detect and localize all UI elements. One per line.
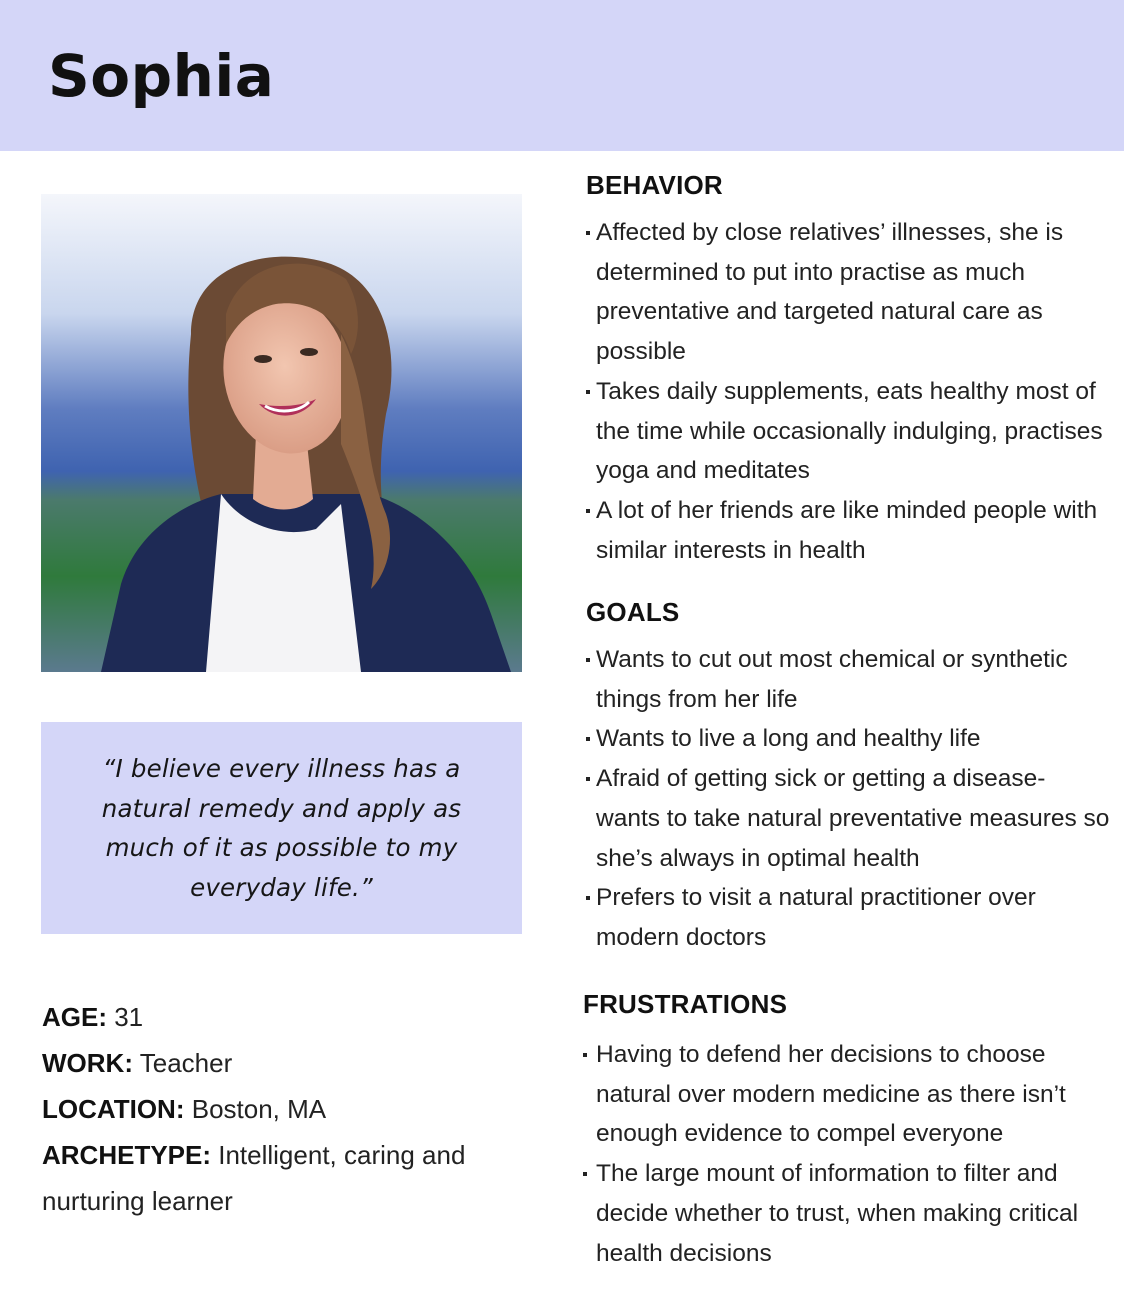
goals-list bbox=[586, 640, 1116, 958]
demo-age-value: 31 bbox=[107, 1002, 144, 1032]
demo-work-label: WORK: bbox=[42, 1048, 133, 1078]
behavior-item: Takes daily supplements, eats healthy most of the time while occasionally indulging, practises yoga and meditates bbox=[586, 372, 1116, 491]
demo-work-value: Teacher bbox=[132, 1048, 233, 1078]
goals-item: Wants to cut out most chemical or synthetic things from her life bbox=[586, 640, 1116, 719]
goals-item: Wants to live a long and healthy life bbox=[586, 719, 1116, 759]
demo-age bbox=[42, 994, 532, 1040]
frustrations-title: FRUSTRATIONS bbox=[583, 989, 788, 1019]
demographics bbox=[42, 994, 532, 1224]
persona-header bbox=[0, 0, 1124, 151]
behavior-item: A lot of her friends are like minded people with similar interests in health bbox=[586, 491, 1116, 570]
behavior-section bbox=[586, 170, 1116, 570]
demo-archetype-value: Intelligent, caring and nurturing learner bbox=[42, 1140, 466, 1216]
demo-archetype-label: ARCHETYPE: bbox=[42, 1140, 212, 1170]
demo-location-value: Boston, MA bbox=[184, 1094, 327, 1124]
goals-title: GOALS bbox=[586, 597, 680, 627]
demo-archetype bbox=[42, 1132, 532, 1224]
behavior-item: Affected by close relatives’ illnesses, she is determined to put into practise as much preventative and targeted natural care as possible bbox=[586, 213, 1116, 372]
demo-work bbox=[42, 1040, 532, 1086]
frustrations-list bbox=[583, 1035, 1113, 1273]
persona-photo bbox=[41, 194, 522, 672]
goals-item: Afraid of getting sick or getting a disease- wants to take natural preventative measures so she’s always in optimal health bbox=[586, 759, 1116, 878]
demo-location bbox=[42, 1086, 532, 1132]
goals-item: Prefers to visit a natural practitioner over modern doctors bbox=[586, 878, 1116, 957]
goals-section bbox=[586, 597, 1116, 958]
frustrations-section bbox=[583, 989, 1113, 1273]
demo-location-label: LOCATION: bbox=[42, 1094, 185, 1124]
behavior-title: BEHAVIOR bbox=[586, 170, 723, 200]
frustrations-item: Having to defend her decisions to choose natural over modern medicine as there isn’t enough evidence to compel everyone bbox=[583, 1035, 1113, 1154]
behavior-list bbox=[586, 213, 1116, 570]
persona-quote-box bbox=[41, 722, 522, 934]
persona-quote: “I believe every illness has a natural remedy and apply as much of it as possible to my everyday life.” bbox=[101, 754, 462, 902]
demo-age-label: AGE: bbox=[42, 1002, 107, 1032]
persona-name: Sophia bbox=[48, 42, 275, 110]
frustrations-item: The large mount of information to filter and decide whether to trust, when making critical health decisions bbox=[583, 1154, 1113, 1273]
